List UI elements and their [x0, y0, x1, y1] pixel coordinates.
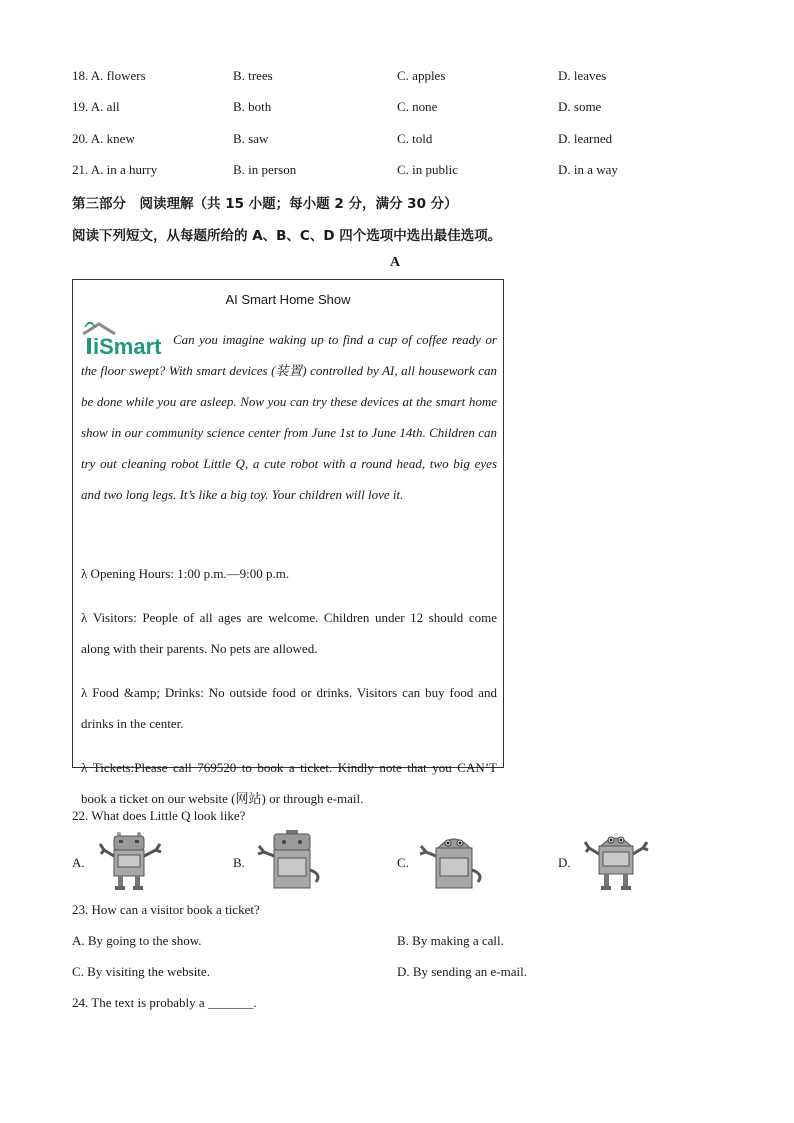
option-b: B. trees — [233, 68, 273, 83]
intro-paragraph: Can you imagine waking up to find a cup of coffee ready or the floor swept? With smart devices (装置) controlled by AI, all housework can be done while you are asleep. Now you can try these devices at the smart home show in our community science center from June 1st to June 14th. Children can try out cleaning robot Little Q, a cute robot with a round head, two big eyes and two long legs. It’s like a big toy. Your children will love it. — [81, 332, 497, 502]
notice-title: AI Smart Home Show — [225, 292, 351, 307]
visitors-info: λ Visitors: People of all ages are welcome. Children under 12 should come along with their parents. No pets are allowed. — [81, 610, 497, 656]
options-row-20 — [72, 131, 722, 151]
q22-label-c: C. — [397, 855, 409, 870]
option-d: D. some — [558, 99, 602, 114]
info-list — [81, 545, 497, 827]
robot-d-image — [583, 830, 651, 892]
tickets-info: λ Tickets:Please call 769520 to book a ticket. Kindly note that you CAN’T book a ticket on our website (网站) or through e-mail. — [81, 760, 497, 806]
option-a: 19. A. all — [72, 99, 120, 114]
option-c: C. apples — [397, 68, 446, 83]
q23-option-c: C. By visiting the website. — [72, 964, 210, 979]
options-row-19 — [72, 99, 722, 119]
robot-c-image — [418, 830, 490, 892]
option-a: 21. A. in a hurry — [72, 162, 158, 177]
q23-option-b: B. By making a call. — [397, 933, 504, 948]
option-c: C. in public — [397, 162, 459, 177]
question-24: 24. The text is probably a _______. — [72, 995, 257, 1010]
options-row-21 — [72, 162, 722, 182]
q22-label-a: A. — [72, 855, 85, 870]
section-heading: 第三部分 阅读理解（共 15 小题；每小题 2 分，满分 30 分） — [72, 196, 458, 212]
option-a: 20. A. knew — [72, 131, 135, 146]
option-d: D. learned — [558, 131, 613, 146]
q23-option-d: D. By sending an e-mail. — [397, 964, 527, 979]
question-23: 23. How can a visitor book a ticket? — [72, 902, 260, 917]
option-b: B. both — [233, 99, 272, 114]
option-b: B. in person — [233, 162, 297, 177]
logo-text: iSmart — [93, 334, 162, 358]
notice-box — [72, 279, 504, 806]
option-d: D. leaves — [558, 68, 607, 83]
opening-hours: λ Opening Hours: 1:00 p.m.—9:00 p.m. — [81, 566, 290, 581]
passage-letter: A — [390, 255, 401, 270]
robot-a-image — [98, 830, 166, 892]
option-c: C. told — [397, 131, 433, 146]
question-22: 22. What does Little Q look like? — [72, 808, 246, 823]
q22-label-b: B. — [233, 855, 245, 870]
instruction: 阅读下列短文，从每题所给的 A、B、C、D 四个选项中选出最佳选项。 — [72, 228, 502, 244]
option-d: D. in a way — [558, 162, 618, 177]
robot-b-image — [256, 830, 328, 892]
q22-label-d: D. — [558, 855, 571, 870]
options-row-18 — [72, 68, 722, 88]
food-drinks-info: λ Food &amp; Drinks: No outside food or drinks. Visitors can buy food and drinks in the center. — [81, 685, 497, 731]
q23-option-a: A. By going to the show. — [72, 933, 202, 948]
option-b: B. saw — [233, 131, 269, 146]
option-a: 18. A. flowers — [72, 68, 146, 83]
option-c: C. none — [397, 99, 438, 114]
